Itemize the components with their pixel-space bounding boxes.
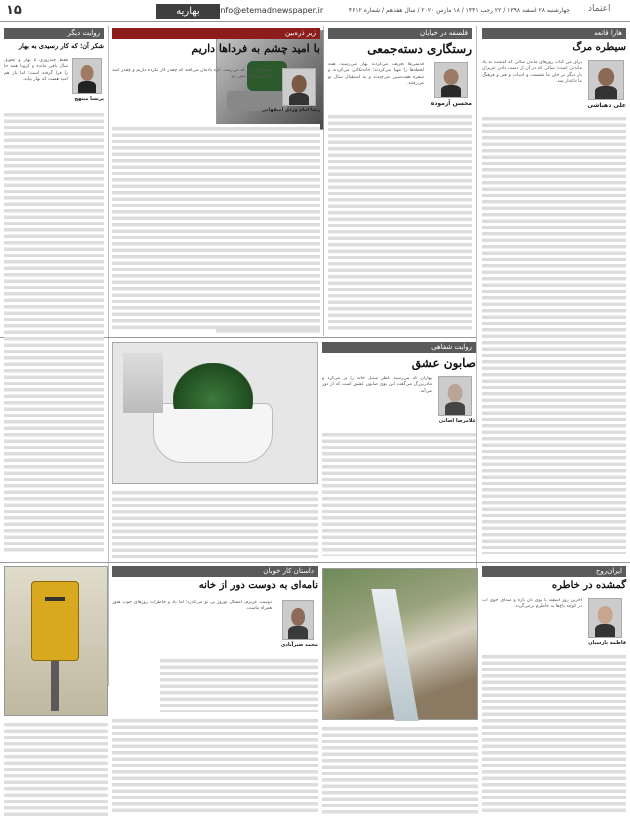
author-photo (588, 60, 624, 100)
article-title: سیطره مرگ (572, 42, 626, 53)
author-photo (282, 600, 314, 640)
article-mid-right-body (328, 60, 472, 335)
page-number: ۱۵ (6, 3, 22, 18)
article-body-continued (482, 652, 626, 812)
article-body-continued (112, 124, 320, 329)
article-body-continued (482, 114, 626, 554)
article-kicker: فلسفه در خیابان (328, 28, 472, 39)
article-title: گمشده در خاطره (551, 580, 626, 591)
author-name: فاطمه پارسیان (588, 640, 626, 646)
article-body: دوست عزیزم، امسال نوروز بی تو می‌گذرد؛ اما یاد و خاطرات روزهای خوب هنوز همراه ماست. (112, 600, 272, 612)
article-kicker: روایت دیگر (4, 28, 104, 39)
article-left (4, 28, 104, 558)
article-body-continued (328, 112, 472, 332)
article-body: آخرین روز اسفند با بوی نان تازه و صدای جوی آب در کوچه باغ‌ها به خاطرم برمی‌گردد. (482, 598, 582, 610)
article-body: برای من کتاب روزهای ماندن سالی که گذشت به یاد ماندنی است؛ سالی که در آن از دست دادن عزیزان بار دیگر بر جان ما نشست و ادبیات و هنر و فرهنگ ما داغدار شد. (482, 60, 582, 85)
article-title: نامه‌ای به دوست دور از خانه (198, 580, 318, 591)
author-photo (72, 58, 102, 94)
garden-path-photo (322, 568, 478, 720)
hyacinth-photo (112, 342, 318, 484)
author-photo (434, 62, 468, 98)
article-body: بهاران که می‌رسید عطر سنبل خانه را پر می‌کرد و مادربزرگ می‌گفت این بوی صابون عشق است که از دور می‌آید. (322, 376, 432, 394)
author-name: محسن آزموده (430, 100, 472, 107)
mailbox-photo (4, 566, 108, 716)
section-label: بهاریه (156, 4, 220, 19)
article-memory (482, 566, 626, 816)
author-name: پریسا مبتهج (74, 96, 104, 102)
article-body: شب های عید که می‌رسد، تازه یادمان می‌افتد که چقدر کار نکرده داریم و چقدر امید برای روزهای پیش رو. (112, 68, 272, 80)
article-body: فقط چندروزی تا بهار و تحویل سال باقی مانده و کرونا همه جا را فرا گرفته است؛ اما باز هم امید هست که بهار بیاید. (4, 58, 68, 83)
article-body-continued (112, 488, 318, 558)
article-kicker: داستان کار خوبان (112, 566, 318, 577)
article-kicker: روایت شفاهی (322, 342, 476, 353)
author-name: محمد صبرآبادی (280, 642, 318, 648)
author-photo (282, 68, 316, 106)
dateline: چهارشنبه ۲۸ اسفند ۱۳۹۸ / ۲۲ رجب ۱۴۴۱ / ۱۸ مارس ۲۰۲۰ / سال هفدهم / شماره ۴۶۱۲ (348, 7, 570, 14)
article-mid-left (112, 28, 320, 333)
article-kicker: زیر ذره‌بین (112, 28, 320, 39)
article-body-continued (322, 430, 476, 556)
author-name: غلامرضا اصانی (438, 418, 476, 424)
article-body-continued (322, 724, 478, 816)
article-kicker: ایران‌روح (482, 566, 626, 577)
article-title: رستگاری دسته‌جمعی (367, 42, 472, 56)
page-header (0, 0, 630, 22)
article-kicker: هارا قانعه (482, 28, 626, 39)
article-body-continued (160, 656, 318, 712)
article-body-continued (4, 110, 104, 554)
article-title: شکر آن؛ که کار رسیدی به بهار (18, 42, 104, 50)
author-photo (588, 598, 622, 638)
article-body: قدیمی‌ها تعریف می‌کردند بهار می‌رسید، همه لحظه‌ها را مهیا می‌کردند؛ خانه‌تکانی می‌کردند و سفره هفت‌سین می‌چیدند و به استقبال سال نو می‌رفتند. (328, 62, 424, 87)
newspaper-logo: اعتماد (588, 4, 611, 14)
author-name: رضا امام وردی اصفهانی (261, 108, 320, 113)
author-name: علی دهباشی (587, 102, 626, 109)
article-right (482, 28, 626, 558)
email-address[interactable]: Info@etemadnewspaper.ir (218, 6, 324, 15)
author-photo (438, 376, 472, 416)
article-title: با امید چشم به فرداها داریم (191, 42, 320, 55)
article-title: صابون عشق (411, 356, 476, 370)
column-divider (108, 26, 109, 686)
article-hyacinth (322, 342, 476, 558)
article-body-continued (4, 720, 108, 816)
horizontal-rule (0, 562, 630, 563)
article-body-continued (112, 716, 318, 812)
